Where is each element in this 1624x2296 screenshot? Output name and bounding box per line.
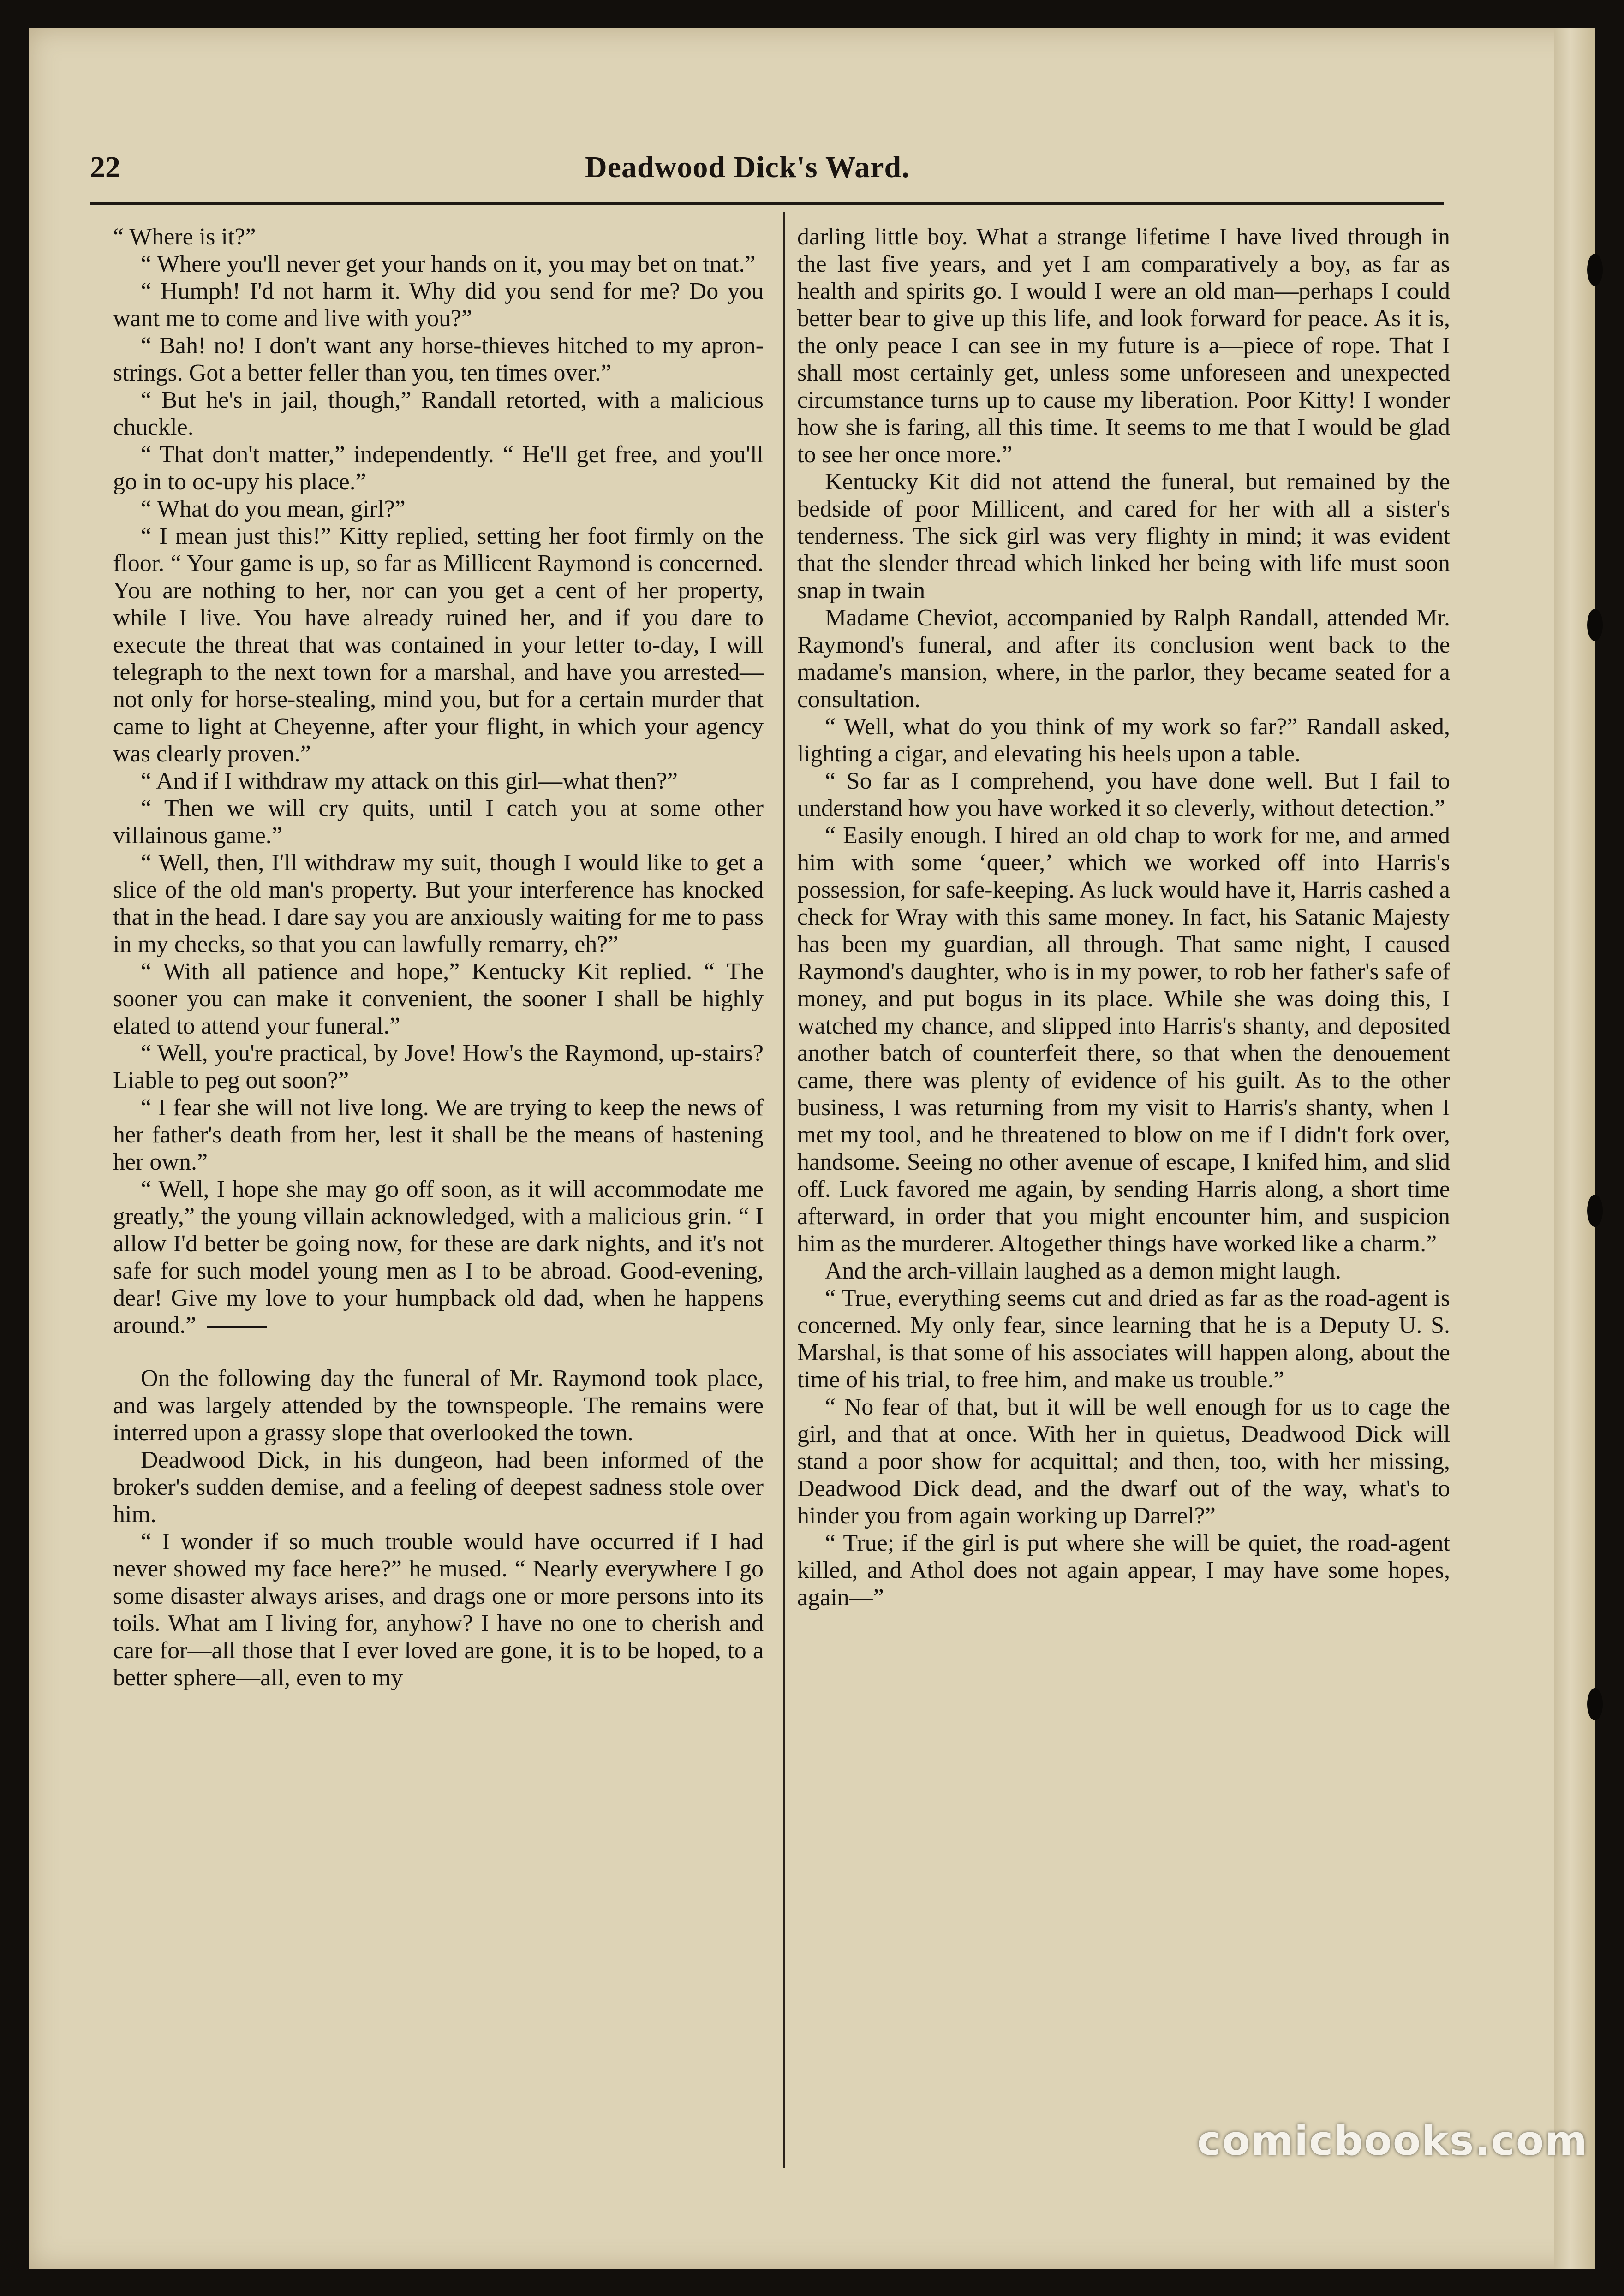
paragraph: Deadwood Dick, in his dungeon, had been informed of the broker's sudden demise, and a feeling of deepest sadness stole over him. xyxy=(113,1447,764,1528)
watermark-text: comicbooks.com xyxy=(1197,2117,1588,2165)
paragraph-text: “ Well, I hope she may go off soon, as it will accommodate me greatly,” the young villain acknowledged, with a malicious grin. “ I allow I'd better be going now, for these are dark nights, and it's not safe for such model young men as I to be abroad. Good-evening, dear! Give my love to your humpback old dad, when he happens around.” xyxy=(113,1176,764,1338)
binding-hole xyxy=(1587,254,1603,286)
paragraph: “ Easily enough. I hired an old chap to work for me, and armed him with some ‘queer,’ which we worked off into Harris's possession, for safe-keeping. As luck would have it, Harris cashed a check for Wray with this same money. In fact, his Satanic Majesty has been my guardian, all through. That same night, I caused Raymond's daughter, who is in my power, to rob her father's safe of money, and put bogus in its place. While she was doing this, I watched my chance, and slipped into Harris's shanty, and deposited another batch of counterfeit there, so that when the denouement came, there was plenty of evidence of his guilt. As to the other business, I was returning from my visit to Harris's shanty, when I met my tool, and he threatened to blow on me if I didn't fork over, handsome. Seeing no other avenue of escape, I knifed him, and slid off. Luck favored me again, by sending Harris along, a short time afterward, in order that you might encounter him, and suspicion him as the murderer. Altogether things have worked like a charm.” xyxy=(797,822,1450,1257)
paragraph: “ Well, what do you think of my work so far?” Randall asked, lighting a cigar, and elevating his heels upon a table. xyxy=(797,714,1450,767)
paragraph: On the following day the funeral of Mr. Raymond took place, and was largely attended by the townspeople. The remains were interred upon a grassy slope that overlooked the town. xyxy=(113,1365,764,1446)
paragraph: “ Well, you're practical, by Jove! How's the Raymond, up-stairs? Liable to peg out soon?” xyxy=(113,1040,764,1094)
paragraph-with-end-rule xyxy=(113,1176,764,1339)
paragraph: “ Where you'll never get your hands on it, you may bet on tnat.” xyxy=(141,251,756,277)
paragraph: “ So far as I comprehend, you have done well. But I fail to understand how you have worked it so cleverly, without detection.” xyxy=(797,768,1450,821)
paragraph: “ What do you mean, girl?” xyxy=(141,496,406,522)
column-divider xyxy=(783,212,785,2168)
paragraph: darling little boy. What a strange lifetime I have lived through in the last five years, and yet I am comparatively a boy, as far as health and spirits go. I would I were an old man—perhaps I could better bear to give up this life, and look forward for peace. As it is, the only peace I can see in my future is a—piece of rope. That I shall most certainly get, unless some unforeseen and unexpected circumstance turns up to cause my liberation. Poor Kitty! I wonder how she is faring, all this time. It seems to me that I would be glad to see her once more.” xyxy=(797,224,1450,468)
paragraph: “ True, everything seems cut and dried as far as the road-agent is concerned. My only fear, since learning that he is a Deputy U. S. Marshal, is that some of his associates will happen along, about the time of his trial, to free him, and make us trouble.” xyxy=(797,1285,1450,1393)
paragraph: “ I fear she will not live long. We are trying to keep the news of her father's death from her, lest it shall be the means of hastening her own.” xyxy=(113,1094,764,1175)
paragraph: “ True; if the girl is put where she will be quiet, the road-agent killed, and Athol does not again appear, I may have some hopes, again—” xyxy=(797,1530,1450,1611)
section-end-rule xyxy=(207,1326,267,1328)
paragraph: And the arch-villain laughed as a demon might laugh. xyxy=(825,1258,1342,1284)
paragraph: Madame Cheviot, accompanied by Ralph Randall, attended Mr. Raymond's funeral, and after its conclusion went back to the madame's mansion, where, in the parlor, they became seated for a consultation. xyxy=(797,605,1450,713)
binding-hole xyxy=(1587,609,1603,641)
binding-hole xyxy=(1587,1688,1603,1720)
running-title: Deadwood Dick's Ward. xyxy=(585,150,910,184)
paragraph: “ I mean just this!” Kitty replied, setting her foot firmly on the floor. “ Your game is up, so far as Millicent Raymond is concerned. You are nothing to her, nor can you get a cent of her property, while I live. You have already ruined her, and if you dare to execute the threat that was contained in your letter to-day, I will telegraph to the next town for a marshal, and have you arrested—not only for horse-stealing, mind you, but for a certain murder that came to light at Cheyenne, after your flight, in which your agency was clearly proven.” xyxy=(113,523,764,767)
paragraph: “ No fear of that, but it will be well enough for us to cage the girl, and that at once. With her in quietus, Deadwood Dick will stand a poor show for acquittal; and then, too, with her missing, Deadwood Dick dead, and the dwarf out of the way, what's to hinder you from again working up Darrel?” xyxy=(797,1394,1450,1529)
paragraph: “ That don't matter,” independently. “ He'll get free, and you'll go in to oc-upy his place.” xyxy=(113,441,764,495)
left-column xyxy=(113,223,764,2174)
paragraph: “ Well, then, I'll withdraw my suit, though I would like to get a slice of the old man's property. But your interference has knocked that in the head. I dare say you are anxiously waiting for me to pass in my checks, so that you can lawfully remarry, eh?” xyxy=(113,850,764,958)
paragraph: “ Humph! I'd not harm it. Why did you send for me? Do you want me to come and live with you?” xyxy=(113,278,764,332)
right-column xyxy=(797,223,1450,2174)
paragraph: “ With all patience and hope,” Kentucky Kit replied. “ The sooner you can make it convenient, the sooner I shall be highly elated to attend your funeral.” xyxy=(113,958,764,1039)
paragraph: “ I wonder if so much trouble would have occurred if I had never showed my face here?” he mused. “ Nearly everywhere I go some disaster always arises, and drags one or more persons into its toils. What am I living for, anyhow? I have no one to cherish and care for—all those that I ever loved are gone, it is to be hoped, to a better sphere—all, even to my xyxy=(113,1529,764,1691)
header-rule xyxy=(90,202,1444,205)
paragraph: “ Bah! no! I don't want any horse-thieves hitched to my apron-strings. Got a better feller than you, ten times over.” xyxy=(113,333,764,386)
paragraph: Kentucky Kit did not attend the funeral, but remained by the bedside of poor Millicent, and cared for her with all a sister's tenderness. The sick girl was very flighty in mind; it was evident that the slender thread which linked her being with life must soon snap in twain xyxy=(797,469,1450,604)
paragraph: “ Then we will cry quits, until I catch you at some other villainous game.” xyxy=(113,795,764,849)
paragraph: “ Where is it?” xyxy=(113,224,256,250)
page-number: 22 xyxy=(90,150,120,184)
paragraph: “ And if I withdraw my attack on this girl—what then?” xyxy=(141,768,678,794)
binding-hole xyxy=(1587,1195,1603,1227)
page-edge xyxy=(1554,28,1595,2269)
paragraph: “ But he's in jail, though,” Randall retorted, with a malicious chuckle. xyxy=(113,387,764,440)
